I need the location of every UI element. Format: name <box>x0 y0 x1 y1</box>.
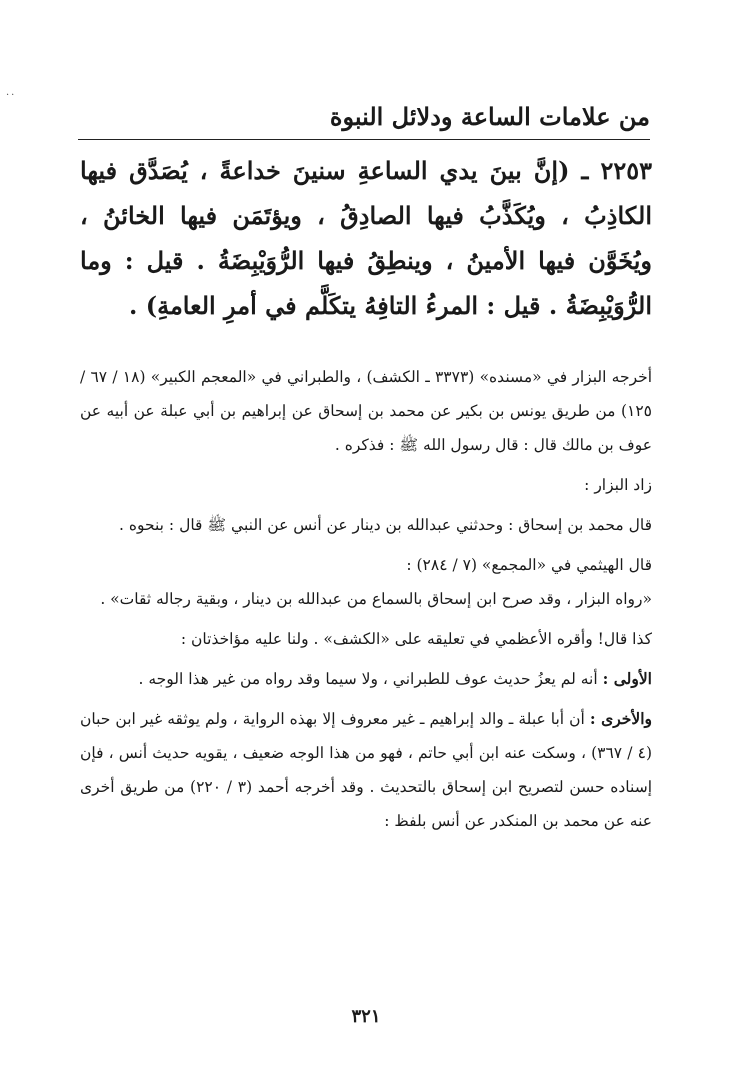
commentary <box>80 360 652 844</box>
first-note-lead: الأولى : <box>602 669 652 688</box>
second-note-text: أن أبا عبلة ـ والد إبراهيم ـ غير معروف إلا بهذه الرواية ، ولم يوثقه غير ابن حبان (٤ / ٣٦٧) ، وسكت عنه ابن أبي حاتم ، فهو من هذا الوجه ضعيف ، يقويه حديث أنس ، فإن إسناده حسن لتصريح ابن إسحاق بالتحديث . وقد أخرجه أحمد (٣ / ٢٢٠) من طريق أخرى عنه عن محمد بن المنكدر عن أنس بلفظ : <box>80 710 653 830</box>
running-header: من علامات الساعة ودلائل النبوة <box>78 102 650 140</box>
first-note-text: أنه لم يعزُ حديث عوف للطبراني ، ولا سيما وقد رواه من غير هذا الوجه . <box>138 670 603 688</box>
paragraph-haythami-quote: «رواه البزار ، وقد صرح ابن إسحاق بالسماع من عبدالله بن دينار ، وبقية رجاله ثقات» . <box>100 590 652 608</box>
margin-dots: ·· <box>6 90 17 101</box>
paragraph-azami: كذا قال! وأقره الأعظمي في تعليقه على «الكشف» . ولنا عليه مؤاخذتان : <box>180 630 652 648</box>
hadith-text: ٢٢٥٣ ـ (إنَّ بينَ يدي الساعةِ سنينَ خداعةً ، يُصَدَّق فيها الكاذِبُ ، ويُكَذَّبُ فيها الصادِقُ ، ويؤتَمَن فيها الخائنُ ، ويُخَوَّن فيها الأمينُ ، وينطِقُ فيها الرُّوَيْبِضَةُ . قيل : وما الرُّوَيْبِضَةُ . قيل : المرءُ التافِهُ يتكَلَّم في أمرِ العامةِ) . <box>80 156 652 320</box>
second-note-lead: والأخرى : <box>589 709 652 728</box>
paragraph-second-note <box>80 702 652 838</box>
paragraph-bazzar-addition: زاد البزار : <box>584 476 652 494</box>
book-page <box>80 0 652 1086</box>
paragraph-ibn-ishaq: قال محمد بن إسحاق : وحدثني عبدالله بن دينار عن أنس عن النبي ﷺ قال : بنحوه . <box>119 516 652 534</box>
paragraph-takhrij: أخرجه البزار في «مسنده» (٣٣٧٣ ـ الكشف) ، والطبراني في «المعجم الكبير» (١٨ / ٦٧ / ١٢٥) من طريق يونس بن بكير عن محمد بن إسحاق عن إبراهيم بن أبي عبلة عن أبيه عن عوف بن مالك قال : قال رسول الله ﷺ : فذكره . <box>80 368 653 454</box>
paragraph-first-note <box>80 662 652 696</box>
page-number: ٣٢١ <box>351 1006 381 1027</box>
paragraph-haythami: قال الهيثمي في «المجمع» (٧ / ٢٨٤) : <box>406 556 652 574</box>
